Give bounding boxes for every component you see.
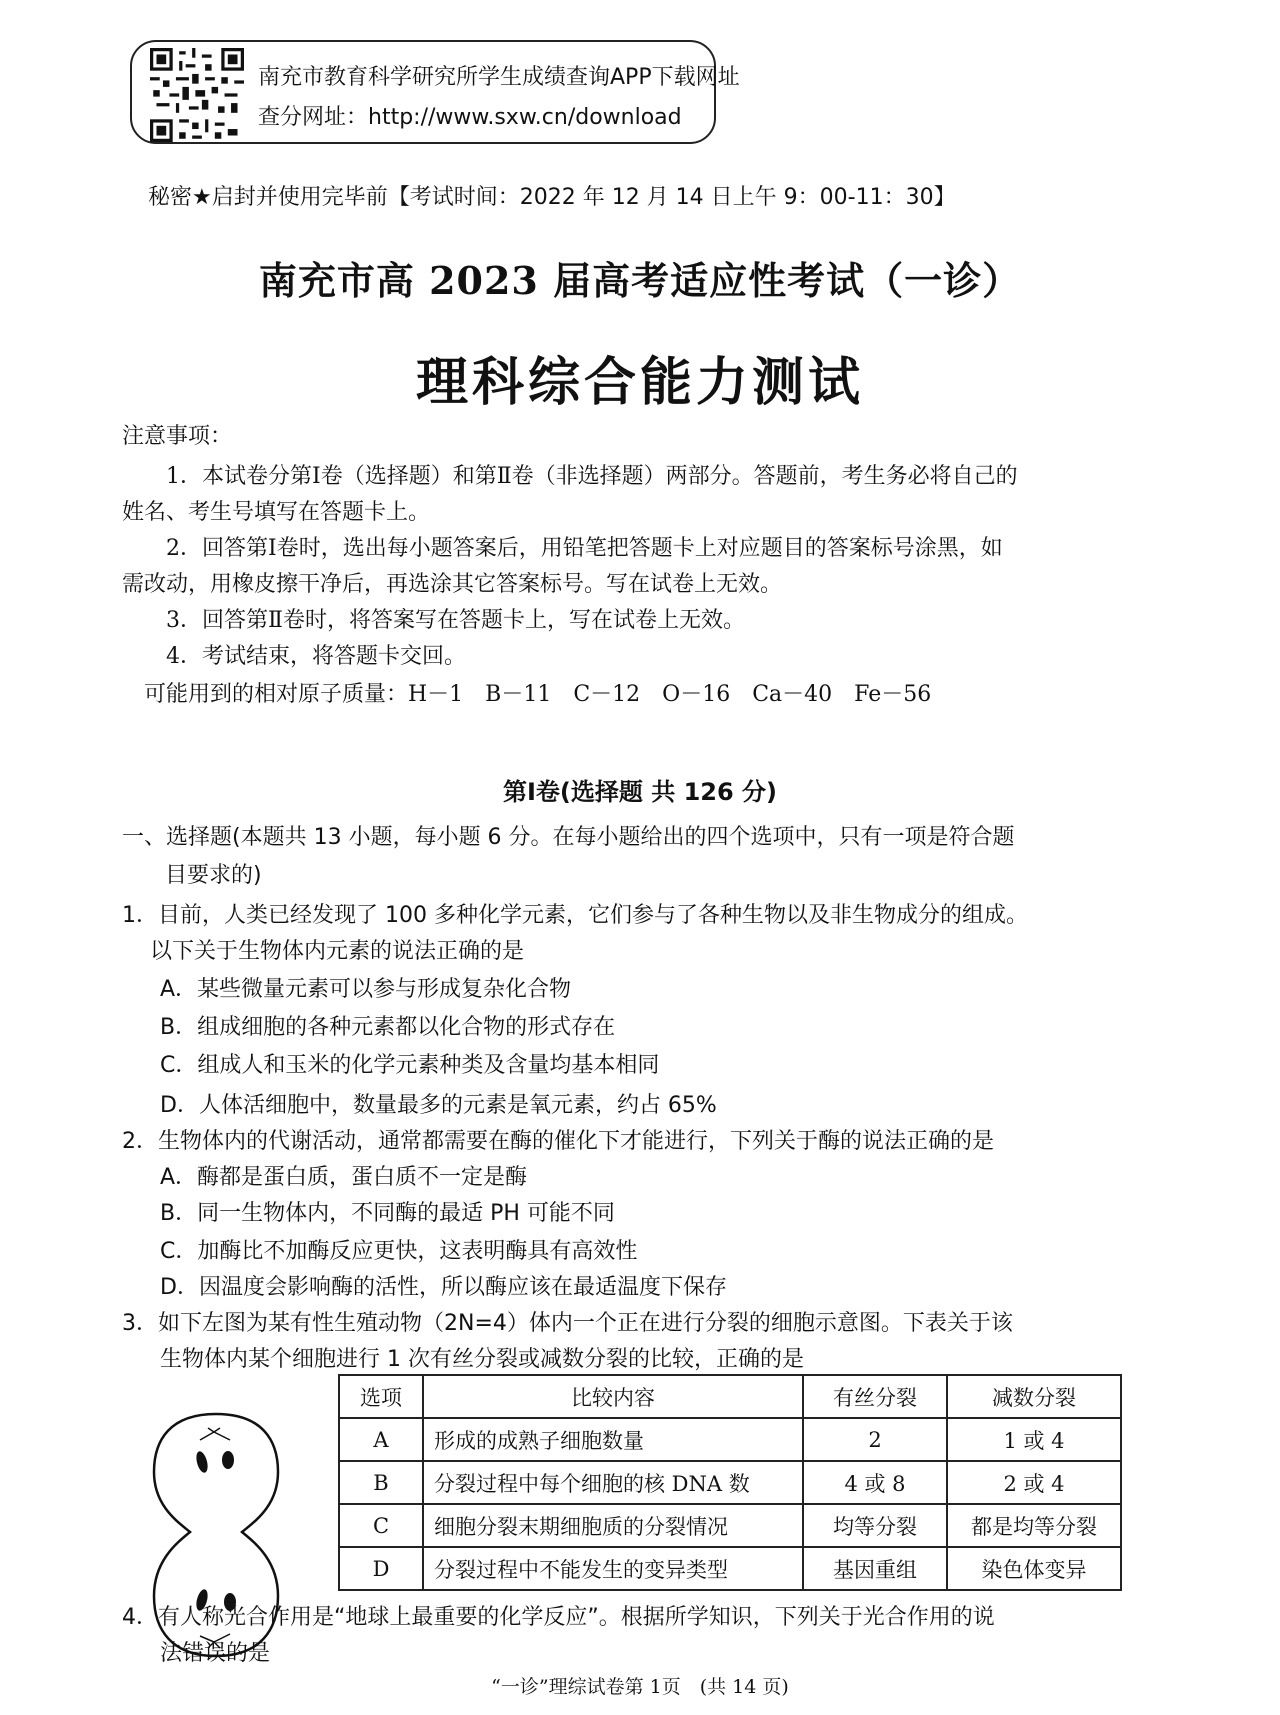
table-cell: 4 或 8 [803,1461,947,1504]
qr-code-icon[interactable] [150,48,244,142]
instructions-heading: 注意事项： [122,424,233,449]
exam-time-notice: 秘密★启封并使用完毕前【考试时间：2022 年 12 月 14 日上午 9：00-11：30】 [148,185,956,210]
table-header-cell: 有丝分裂 [803,1375,947,1418]
question-1-option-c[interactable]: C．组成人和玉米的化学元素种类及含量均基本相同 [160,1053,660,1078]
instruction-line: 3．回答第Ⅱ卷时，将答案写在答题卡上，写在试卷上无效。 [166,608,745,633]
question-2-stem: 2．生物体内的代谢活动，通常都需要在酶的催化下才能进行，下列关于酶的说法正确的是 [122,1129,995,1154]
qr-url-text[interactable]: 查分网址：http://www.sxw.cn/download [258,105,682,130]
table-cell: 分裂过程中每个细胞的核 DNA 数 [423,1461,803,1504]
table-cell: 基因重组 [803,1547,947,1590]
question-2-option-a[interactable]: A．酶都是蛋白质，蛋白质不一定是酶 [160,1165,528,1190]
table-row [339,1418,1121,1461]
question-1-option-b[interactable]: B．组成细胞的各种元素都以化合物的形式存在 [160,1015,616,1040]
question-2-option-c[interactable]: C．加酶比不加酶反应更快，这表明酶具有高效性 [160,1239,638,1264]
exam-title: 南充市高 2023 届高考适应性考试（一诊） [258,258,1022,303]
question-1-stem: 1．目前，人类已经发现了 100 多种化学元素，它们参与了各种生物以及非生物成分的组成。 [122,903,1028,928]
question-1-option-d[interactable]: D．人体活细胞中，数量最多的元素是氧元素，约占 65% [160,1093,717,1118]
question-1-option-a[interactable]: A．某些微量元素可以参与形成复杂化合物 [160,977,572,1002]
section-intro: 目要求的) [165,863,262,888]
instruction-line: 4．考试结束，将答题卡交回。 [166,644,466,669]
instruction-line: 需改动，用橡皮擦干净后，再选涂其它答案标号。写在试卷上无效。 [122,572,783,597]
instruction-line: 2．回答第Ⅰ卷时，选出每小题答案后，用铅笔把答题卡上对应题目的答案标号涂黑，如 [166,536,1003,561]
qr-download-text: 南充市教育科学研究所学生成绩查询APP下载网址 [258,65,740,90]
table-header-row [339,1375,1121,1418]
question-3-stem: 3．如下左图为某有性生殖动物（2N=4）体内一个正在进行分裂的细胞示意图。下表关于该 [122,1311,1013,1336]
table-header-cell: 减数分裂 [947,1375,1121,1418]
table-cell: 均等分裂 [803,1504,947,1547]
table-header-cell: 比较内容 [423,1375,803,1418]
question-2-option-b[interactable]: B．同一生物体内，不同酶的最适 PH 可能不同 [160,1201,615,1226]
question-3-stem: 生物体内某个细胞进行 1 次有丝分裂或减数分裂的比较，正确的是 [160,1347,804,1372]
table-cell: 分裂过程中不能发生的变异类型 [423,1547,803,1590]
section-title: 第Ⅰ卷(选择题 共 126 分) [502,778,778,806]
table-cell: 形成的成熟子细胞数量 [423,1418,803,1461]
table-cell: C [339,1504,423,1547]
table-header-cell: 选项 [339,1375,423,1418]
question-2-option-d[interactable]: D．因温度会影响酶的活性，所以酶应该在最适温度下保存 [160,1275,727,1300]
question-4-stem: 法错误的是 [160,1641,271,1666]
table-cell: 2 或 4 [947,1461,1121,1504]
table-cell: 细胞分裂末期细胞质的分裂情况 [423,1504,803,1547]
instruction-line: 姓名、考生号填写在答题卡上。 [122,500,431,525]
table-cell: 2 [803,1418,947,1461]
table-cell: 染色体变异 [947,1547,1121,1590]
instruction-line: 1．本试卷分第Ⅰ卷（选择题）和第Ⅱ卷（非选择题）两部分。答题前，考生务必将自己的 [166,464,1018,489]
table-cell: A [339,1418,423,1461]
question-1-stem: 以下关于生物体内元素的说法正确的是 [150,939,525,964]
table-row [339,1504,1121,1547]
table-cell: B [339,1461,423,1504]
table-row [339,1461,1121,1504]
page-footer: “一诊”理综试卷第 1页 (共 14 页) [491,1676,789,1698]
atomic-mass-line: 可能用到的相对原子质量：H－1 B－11 C－12 O－16 Ca－40 Fe－56 [144,682,932,707]
table-cell: D [339,1547,423,1590]
subject-title: 理科综合能力测试 [415,352,864,413]
question-4-stem: 4．有人称光合作用是“地球上最重要的化学反应”。根据所学知识，下列关于光合作用的说 [122,1605,995,1630]
comparison-table [338,1374,1122,1591]
table-cell: 1 或 4 [947,1418,1121,1461]
section-intro: 一、选择题(本题共 13 小题，每小题 6 分。在每小题给出的四个选项中，只有一项是符合题 [122,825,1015,850]
table-row [339,1547,1121,1590]
table-cell: 都是均等分裂 [947,1504,1121,1547]
